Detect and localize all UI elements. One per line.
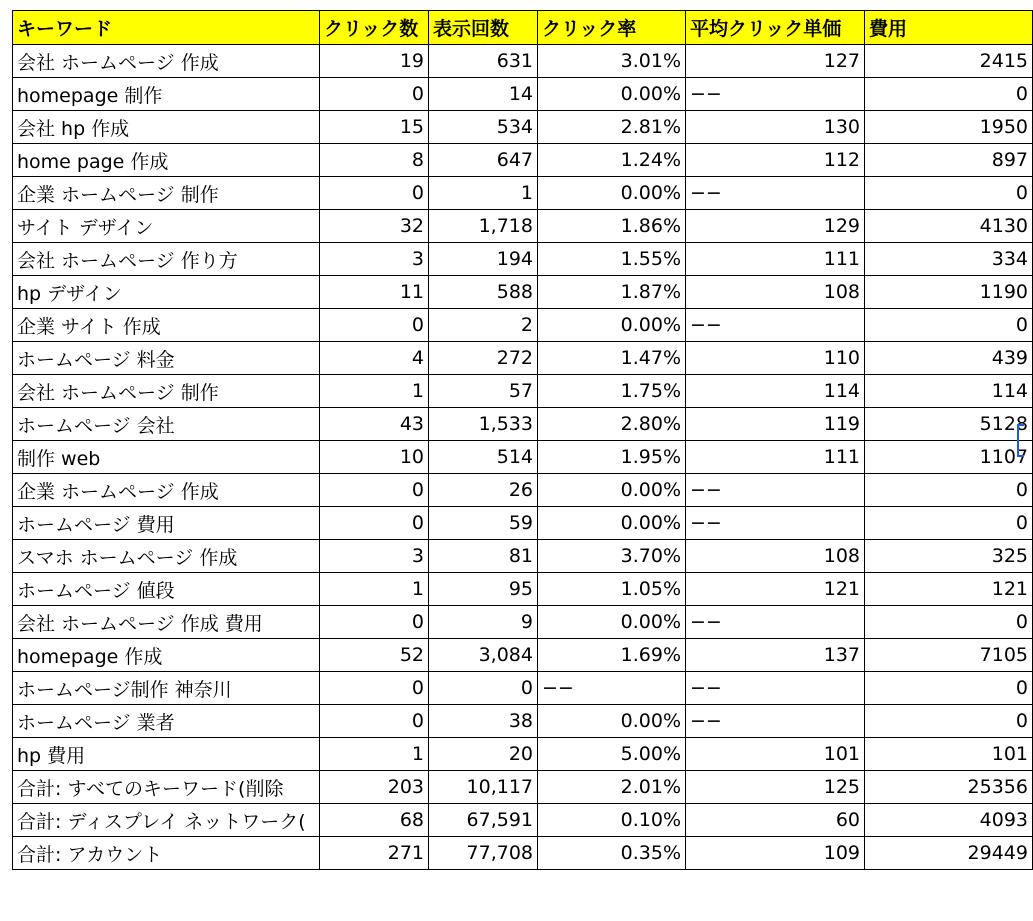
header-row: [13, 11, 1033, 45]
avg-cpc-cell[interactable]: 101: [686, 738, 865, 771]
ctr-cell[interactable]: 1.75%: [538, 375, 686, 408]
ctr-cell[interactable]: 0.00%: [538, 606, 686, 639]
avg-cpc-cell[interactable]: 111: [686, 441, 865, 474]
table-row: [13, 606, 1033, 639]
cost-cell[interactable]: 0: [865, 474, 1033, 507]
clicks-cell[interactable]: 1: [320, 375, 429, 408]
table-row: [13, 507, 1033, 540]
header-cost[interactable]: 費用: [865, 11, 1033, 45]
clicks-cell[interactable]: 8: [320, 144, 429, 177]
table-row: [13, 573, 1033, 606]
table-row: [13, 342, 1033, 375]
cost-cell[interactable]: 325: [865, 540, 1033, 573]
ctr-cell[interactable]: 0.00%: [538, 474, 686, 507]
table-row: [13, 408, 1033, 441]
table-row: [13, 276, 1033, 309]
keyword-cell[interactable]: homepage 作成: [13, 639, 320, 672]
keyword-cell[interactable]: スマホ ホームページ 作成: [13, 540, 320, 573]
impressions-cell[interactable]: 26: [429, 474, 538, 507]
avg-cpc-cell[interactable]: 119: [686, 408, 865, 441]
cost-cell[interactable]: 4130: [865, 210, 1033, 243]
ctr-cell[interactable]: 1.95%: [538, 441, 686, 474]
avg-cpc-cell[interactable]: −−: [686, 309, 865, 342]
impressions-cell[interactable]: 631: [429, 45, 538, 78]
clicks-cell[interactable]: 19: [320, 45, 429, 78]
clicks-cell[interactable]: 10: [320, 441, 429, 474]
header-keyword[interactable]: キーワード: [13, 11, 320, 45]
impressions-cell[interactable]: 67,591: [429, 804, 538, 837]
ctr-cell[interactable]: 1.86%: [538, 210, 686, 243]
cost-cell[interactable]: 121: [865, 573, 1033, 606]
keyword-cell[interactable]: 会社 ホームページ 作成: [13, 45, 320, 78]
table-row: [13, 309, 1033, 342]
avg-cpc-cell[interactable]: 121: [686, 573, 865, 606]
table-row: [13, 210, 1033, 243]
keyword-cell[interactable]: 合計: すべてのキーワード(削除: [13, 771, 320, 804]
cell-selection-indicator: [1017, 424, 1024, 457]
avg-cpc-cell[interactable]: −−: [686, 705, 865, 738]
header-ctr[interactable]: クリック率: [538, 11, 686, 45]
cost-cell[interactable]: 0: [865, 606, 1033, 639]
ctr-cell[interactable]: 0.00%: [538, 507, 686, 540]
cost-cell[interactable]: 1190: [865, 276, 1033, 309]
table-row: [13, 771, 1033, 804]
table-row: [13, 144, 1033, 177]
keyword-cell[interactable]: 企業 ホームページ 作成: [13, 474, 320, 507]
avg-cpc-cell[interactable]: 60: [686, 804, 865, 837]
keyword-cell[interactable]: 会社 hp 作成: [13, 111, 320, 144]
ctr-cell[interactable]: 2.81%: [538, 111, 686, 144]
impressions-cell[interactable]: 272: [429, 342, 538, 375]
clicks-cell[interactable]: 3: [320, 540, 429, 573]
keyword-cell[interactable]: ホームページ 業者: [13, 705, 320, 738]
cost-cell[interactable]: 439: [865, 342, 1033, 375]
ctr-cell[interactable]: 1.69%: [538, 639, 686, 672]
impressions-cell[interactable]: 38: [429, 705, 538, 738]
keyword-cell[interactable]: hp 費用: [13, 738, 320, 771]
cost-cell[interactable]: 114: [865, 375, 1033, 408]
clicks-cell[interactable]: 43: [320, 408, 429, 441]
ctr-cell[interactable]: 0.00%: [538, 309, 686, 342]
avg-cpc-cell[interactable]: 108: [686, 276, 865, 309]
table-row: [13, 111, 1033, 144]
clicks-cell[interactable]: 11: [320, 276, 429, 309]
impressions-cell[interactable]: 1,533: [429, 408, 538, 441]
clicks-cell[interactable]: 1: [320, 573, 429, 606]
table-row: [13, 540, 1033, 573]
ctr-cell[interactable]: 0.35%: [538, 837, 686, 870]
clicks-cell[interactable]: 68: [320, 804, 429, 837]
table-row: [13, 738, 1033, 771]
cost-cell[interactable]: 0: [865, 672, 1033, 705]
keyword-report-table: [12, 10, 1033, 870]
header-impressions[interactable]: 表示回数: [429, 11, 538, 45]
avg-cpc-cell[interactable]: 130: [686, 111, 865, 144]
impressions-cell[interactable]: 1,718: [429, 210, 538, 243]
ctr-cell[interactable]: 1.87%: [538, 276, 686, 309]
cost-cell[interactable]: 2415: [865, 45, 1033, 78]
cost-cell[interactable]: 5128: [865, 408, 1033, 441]
impressions-cell[interactable]: 95: [429, 573, 538, 606]
ctr-cell[interactable]: 1.55%: [538, 243, 686, 276]
impressions-cell[interactable]: 77,708: [429, 837, 538, 870]
impressions-cell[interactable]: 194: [429, 243, 538, 276]
clicks-cell[interactable]: 52: [320, 639, 429, 672]
keyword-cell[interactable]: ホームページ制作 神奈川: [13, 672, 320, 705]
clicks-cell[interactable]: 0: [320, 606, 429, 639]
impressions-cell[interactable]: 588: [429, 276, 538, 309]
ctr-cell[interactable]: 0.00%: [538, 78, 686, 111]
cost-cell[interactable]: 0: [865, 177, 1033, 210]
table-row: [13, 804, 1033, 837]
cost-cell[interactable]: 101: [865, 738, 1033, 771]
avg-cpc-cell[interactable]: 129: [686, 210, 865, 243]
ctr-cell[interactable]: 0.10%: [538, 804, 686, 837]
table-row: [13, 837, 1033, 870]
table-row: [13, 474, 1033, 507]
avg-cpc-cell[interactable]: 137: [686, 639, 865, 672]
avg-cpc-cell[interactable]: −−: [686, 606, 865, 639]
impressions-cell[interactable]: 81: [429, 540, 538, 573]
keyword-cell[interactable]: ホームページ 費用: [13, 507, 320, 540]
clicks-cell[interactable]: 0: [320, 309, 429, 342]
cost-cell[interactable]: 7105: [865, 639, 1033, 672]
cost-cell[interactable]: 29449: [865, 837, 1033, 870]
ctr-cell[interactable]: −−: [538, 672, 686, 705]
cost-cell[interactable]: 1950: [865, 111, 1033, 144]
table-row: [13, 78, 1033, 111]
ctr-cell[interactable]: 1.47%: [538, 342, 686, 375]
avg-cpc-cell[interactable]: 109: [686, 837, 865, 870]
ctr-cell[interactable]: 3.01%: [538, 45, 686, 78]
keyword-cell[interactable]: サイト デザイン: [13, 210, 320, 243]
table-row: [13, 441, 1033, 474]
ctr-cell[interactable]: 1.24%: [538, 144, 686, 177]
clicks-cell[interactable]: 0: [320, 78, 429, 111]
keyword-cell[interactable]: 合計: アカウント: [13, 837, 320, 870]
impressions-cell[interactable]: 1: [429, 177, 538, 210]
keyword-cell[interactable]: homepage 制作: [13, 78, 320, 111]
clicks-cell[interactable]: 32: [320, 210, 429, 243]
impressions-cell[interactable]: 10,117: [429, 771, 538, 804]
avg-cpc-cell[interactable]: 110: [686, 342, 865, 375]
clicks-cell[interactable]: 0: [320, 672, 429, 705]
avg-cpc-cell[interactable]: −−: [686, 78, 865, 111]
avg-cpc-cell[interactable]: 127: [686, 45, 865, 78]
cost-cell[interactable]: 334: [865, 243, 1033, 276]
table-row: [13, 639, 1033, 672]
ctr-cell[interactable]: 2.80%: [538, 408, 686, 441]
table-row: [13, 177, 1033, 210]
ctr-cell[interactable]: 2.01%: [538, 771, 686, 804]
keyword-cell[interactable]: 会社 ホームページ 作り方: [13, 243, 320, 276]
ctr-cell[interactable]: 5.00%: [538, 738, 686, 771]
keyword-cell[interactable]: ホームページ 値段: [13, 573, 320, 606]
cost-cell[interactable]: 0: [865, 507, 1033, 540]
keyword-cell[interactable]: 制作 web: [13, 441, 320, 474]
avg-cpc-cell[interactable]: 111: [686, 243, 865, 276]
clicks-cell[interactable]: 203: [320, 771, 429, 804]
cost-cell[interactable]: 0: [865, 78, 1033, 111]
cost-cell[interactable]: 25356: [865, 771, 1033, 804]
impressions-cell[interactable]: 514: [429, 441, 538, 474]
table-row: [13, 705, 1033, 738]
header-avg-cpc[interactable]: 平均クリック単価: [686, 11, 865, 45]
cost-cell[interactable]: 4093: [865, 804, 1033, 837]
impressions-cell[interactable]: 647: [429, 144, 538, 177]
impressions-cell[interactable]: 0: [429, 672, 538, 705]
clicks-cell[interactable]: 0: [320, 177, 429, 210]
clicks-cell[interactable]: 1: [320, 738, 429, 771]
keyword-cell[interactable]: ホームページ 料金: [13, 342, 320, 375]
avg-cpc-cell[interactable]: −−: [686, 177, 865, 210]
table-row: [13, 672, 1033, 705]
ctr-cell[interactable]: 0.00%: [538, 705, 686, 738]
table-row: [13, 243, 1033, 276]
cost-cell[interactable]: 0: [865, 705, 1033, 738]
avg-cpc-cell[interactable]: 112: [686, 144, 865, 177]
impressions-cell[interactable]: 59: [429, 507, 538, 540]
clicks-cell[interactable]: 0: [320, 507, 429, 540]
avg-cpc-cell[interactable]: −−: [686, 507, 865, 540]
table-row: [13, 45, 1033, 78]
ctr-cell[interactable]: 3.70%: [538, 540, 686, 573]
avg-cpc-cell[interactable]: −−: [686, 474, 865, 507]
avg-cpc-cell[interactable]: 108: [686, 540, 865, 573]
avg-cpc-cell[interactable]: −−: [686, 672, 865, 705]
clicks-cell[interactable]: 3: [320, 243, 429, 276]
ctr-cell[interactable]: 0.00%: [538, 177, 686, 210]
impressions-cell[interactable]: 9: [429, 606, 538, 639]
keyword-cell[interactable]: 企業 ホームページ 制作: [13, 177, 320, 210]
keyword-cell[interactable]: home page 作成: [13, 144, 320, 177]
clicks-cell[interactable]: 271: [320, 837, 429, 870]
impressions-cell[interactable]: 57: [429, 375, 538, 408]
keyword-cell[interactable]: 合計: ディスプレイ ネットワーク(: [13, 804, 320, 837]
clicks-cell[interactable]: 0: [320, 705, 429, 738]
clicks-cell[interactable]: 0: [320, 474, 429, 507]
impressions-cell[interactable]: 3,084: [429, 639, 538, 672]
impressions-cell[interactable]: 14: [429, 78, 538, 111]
keyword-cell[interactable]: hp デザイン: [13, 276, 320, 309]
header-clicks[interactable]: クリック数: [320, 11, 429, 45]
avg-cpc-cell[interactable]: 114: [686, 375, 865, 408]
cost-cell[interactable]: 1107: [865, 441, 1033, 474]
keyword-cell[interactable]: ホームページ 会社: [13, 408, 320, 441]
keyword-cell[interactable]: 会社 ホームページ 作成 費用: [13, 606, 320, 639]
ctr-cell[interactable]: 1.05%: [538, 573, 686, 606]
clicks-cell[interactable]: 4: [320, 342, 429, 375]
cost-cell[interactable]: 0: [865, 309, 1033, 342]
keyword-cell[interactable]: 会社 ホームページ 制作: [13, 375, 320, 408]
impressions-cell[interactable]: 20: [429, 738, 538, 771]
clicks-cell[interactable]: 15: [320, 111, 429, 144]
cost-cell[interactable]: 897: [865, 144, 1033, 177]
table-row: [13, 375, 1033, 408]
keyword-cell[interactable]: 企業 サイト 作成: [13, 309, 320, 342]
impressions-cell[interactable]: 534: [429, 111, 538, 144]
avg-cpc-cell[interactable]: 125: [686, 771, 865, 804]
impressions-cell[interactable]: 2: [429, 309, 538, 342]
